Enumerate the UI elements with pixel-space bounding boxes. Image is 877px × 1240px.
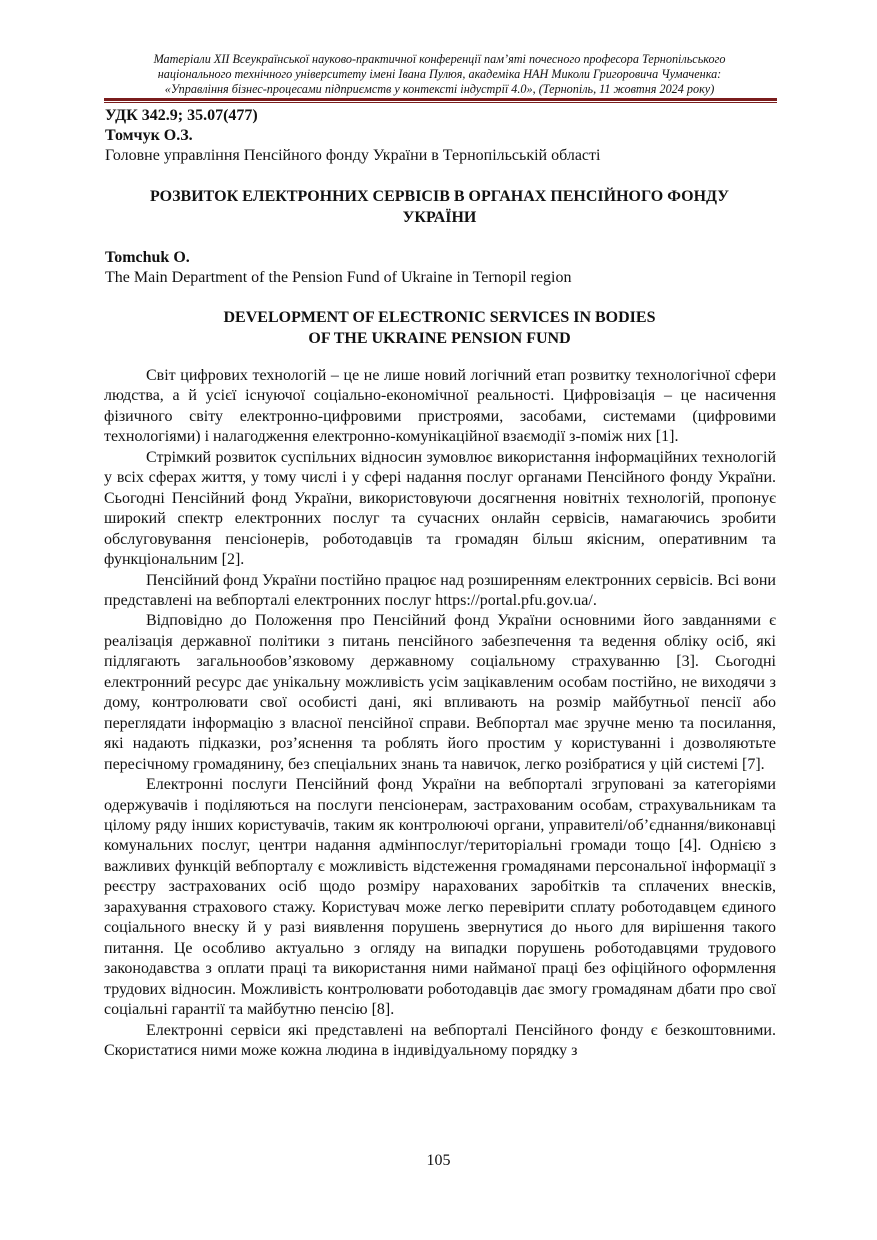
header-line-3: «Управління бізнес-процесами підприємств у контексті індустрії 4.0», (Тернопіль, 11 жовтня 2024 року) [164,82,715,96]
title-en [104,307,775,349]
article-body [104,366,776,1061]
affiliation-ua: Головне управління Пенсійного фонду України в Тернопільській області [105,147,601,164]
udc-code: УДК 342.9; 35.07(477) [105,107,258,124]
paragraph-1: Світ цифрових технологій – це не лише новий логічний етап розвитку технологічної сфери людства, а й усієї існуючої соціально-економічної реальності. Цифровізація – це насичення фізичного світу електронно-цифровими пристроями, засобами, системами (цифровими технологіями) і налагодження електронно-комунікаційної взаємодії з-поміж них [1]. [104,367,776,446]
page-number: 105 [426,1152,451,1169]
paragraph-6: Електронні сервіси які представлені на вебпорталі Пенсійного фонду є безкоштовними. Скористатися ними може кожна людина в індивідуальному порядку з [104,1021,776,1059]
header-rule-thick [104,98,777,101]
title-en-line-2: OF THE UKRAINE PENSION FUND [308,330,571,347]
running-header [104,52,775,97]
title-en-line-1: DEVELOPMENT OF ELECTRONIC SERVICES IN BODIES [223,309,656,326]
paragraph-4: Відповідно до Положення про Пенсійний фонд України основними його завданнями є реалізація державної політики з питань пенсійного забезпечення та ведення обліку осіб, які підлягають загальнообов’язковому державному соціальному страхуванню [3]. Сьогодні електронний ресурс дає унікальну можливість усім зацікавленим особам постійно, не виходячи з дому, контролювати свої особисті дані, які впливають на розмір майбутньої пенсії або переглядати інформацію з власної пенсійної справи. Вебпортал має зручне меню та посилання, які надають підказки, роз’яснення та роблять його простим у користуванні і дозволяютьте пересічному громадянину, без спеціальних знань та навичок, легко розібратися у цій системі [7]. [104,612,776,773]
header-rule-thin [104,102,777,103]
affiliation-en: The Main Department of the Pension Fund of Ukraine in Ternopil region [105,269,572,286]
paragraph-2: Стрімкий розвиток суспільних відносин зумовлює використання інформаційних технологій у всіх сферах життя, у тому числі і у сфері надання послуг органами Пенсійного фонду України. Сьогодні Пенсійний фонд України, використовуючи досягнення новітніх технологій, пропонує широкий спектр електронних послуг та сучасних онлайн сервісів, намагаючись зробити обслуговування пенсіонерів, роботодавців та громадян більш якісним, оперативним та функціональним [2]. [104,448,776,569]
author-ua: Томчук О.З. [105,127,193,144]
paragraph-5: Електронні послуги Пенсійний фонд України на вебпорталі згруповані за категоріями одержувачів і поділяються на послуги пенсіонерам, застрахованим особам, страхувальникам та цілому ряду інших користувачів, таким як контролюючі органи, управителі/об’єднання/виконавці комунальних послуг, центри надання адмінпослуг/територіальні громади тощо [4]. Однією з важливих функцій вебпорталу є можливість відстеження громадянами персональної інформації з реєстру застрахованих осіб щодо розміру нарахованих заробітків та сплачених внесків, зарахування страхового стажу. Користувач може легко перевірити сплату роботодавцем єдиного соціального внеску й у разі виявлення порушень звернутися до нього для вирішення такого питання. Це особливо актуально з огляду на випадки порушень роботодавцями трудового законодавства з оплати праці та використання ними найманої праці без офіційного оформлення трудових відносин. Можливість контролювати роботодавців дає змогу громадянам дбати про свої соціальні гарантії та майбутню пенсію [8]. [104,776,776,1019]
author-en: Tomchuk O. [105,249,190,266]
title-ua-line-2: УКРАЇНИ [402,209,477,226]
title-ua [104,186,775,228]
title-ua-line-1: РОЗВИТОК ЕЛЕКТРОННИХ СЕРВІСІВ В ОРГАНАХ ПЕНСІЙНОГО ФОНДУ [149,188,729,205]
paragraph-3: Пенсійний фонд України постійно працює над розширенням електронних сервісів. Всі вони представлені на вебпорталі електронних послуг https://portal.pfu.gov.ua/. [104,571,776,609]
header-line-1: Матеріали XII Всеукраїнської науково-практичної конференції пам’яті почесного професора Тернопільського [153,52,726,66]
header-line-2: національного технічного університету імені Івана Пулюя, академіка НАН Миколи Григоровича Чумаченка: [157,67,722,81]
